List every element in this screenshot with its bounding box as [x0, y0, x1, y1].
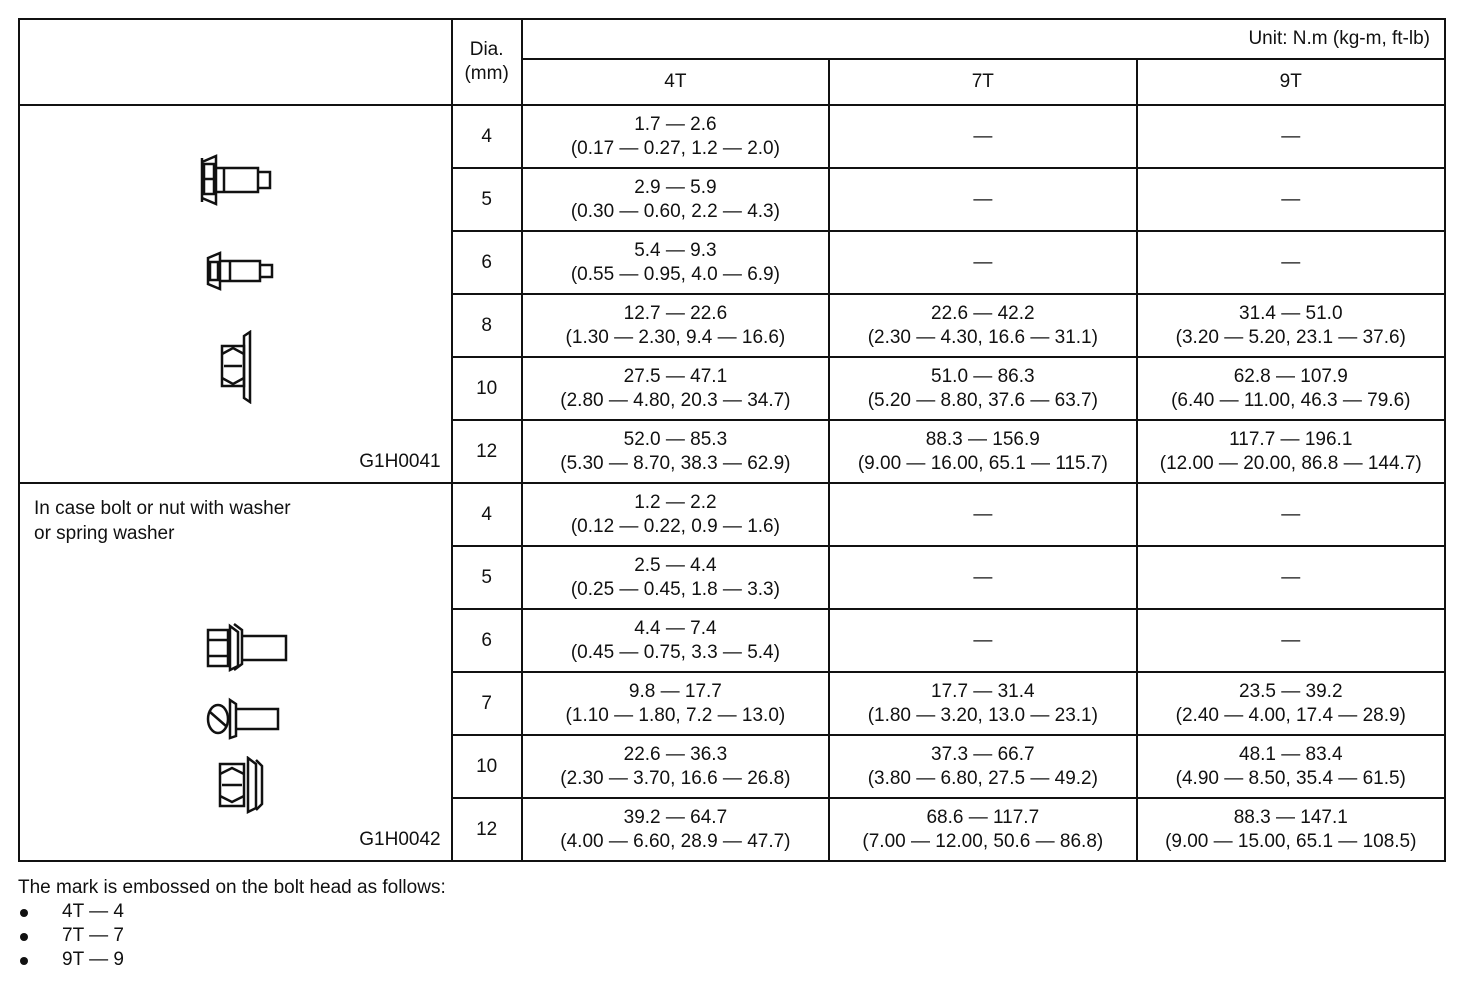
torque-cell-t4 — [522, 798, 829, 861]
dia-cell: 6 — [452, 231, 522, 294]
dia-cell: 12 — [452, 798, 522, 861]
torque-range-kgm-ftlb: (5.30 — 8.70, 38.3 — 62.9) — [560, 452, 791, 474]
torque-range-kgm-ftlb: (1.10 — 1.80, 7.2 — 13.0) — [565, 704, 786, 726]
torque-range-nm: 23.5 — 39.2 — [1239, 680, 1343, 702]
torque-cell-t7 — [829, 483, 1136, 546]
torque-range-nm: 5.4 — 9.3 — [634, 239, 717, 261]
torque-range-kgm-ftlb: (0.25 — 0.45, 1.8 — 3.3) — [570, 578, 780, 600]
torque-cell-t9 — [1137, 672, 1445, 735]
torque-range-nm: 62.8 — 107.9 — [1233, 365, 1348, 387]
figure-code: G1H0042 — [359, 829, 441, 850]
washer-bolt-icon — [204, 622, 290, 674]
torque-range-kgm-ftlb: (9.00 — 15.00, 65.1 — 108.5) — [1165, 830, 1417, 852]
dia-cell: 12 — [452, 420, 522, 483]
note-text: 9T — 9 — [62, 949, 124, 970]
table-row — [19, 483, 1445, 546]
torque-cell-t9 — [1137, 105, 1445, 168]
torque-cell-t4 — [522, 609, 829, 672]
torque-range-kgm-ftlb: (0.45 — 0.75, 3.3 — 5.4) — [570, 641, 780, 663]
bullet-icon — [20, 957, 28, 965]
torque-cell-t4 — [522, 105, 829, 168]
torque-cell-t4 — [522, 231, 829, 294]
torque-range-nm: 22.6 — 42.2 — [931, 302, 1035, 324]
torque-cell-t9 — [1137, 546, 1445, 609]
torque-range-kgm-ftlb: (9.00 — 16.00, 65.1 — 115.7) — [857, 452, 1108, 474]
notes-list — [18, 900, 446, 972]
torque-range-kgm-ftlb: (0.30 — 0.60, 2.2 — 4.3) — [570, 200, 780, 222]
flange-bolt-icon — [196, 152, 280, 208]
torque-range-kgm-ftlb: (7.00 — 12.00, 50.6 — 86.8) — [862, 830, 1104, 852]
torque-range-nm: 31.4 — 51.0 — [1239, 302, 1343, 324]
torque-cell-t9 — [1137, 483, 1445, 546]
torque-range-nm: 9.8 — 17.7 — [628, 680, 722, 702]
torque-range-nm: — — [1281, 629, 1301, 651]
torque-range-nm: 27.5 — 47.1 — [623, 365, 728, 387]
torque-range-nm: — — [1281, 251, 1301, 273]
torque-range-kgm-ftlb: (12.00 — 20.00, 86.8 — 144.7) — [1159, 452, 1422, 474]
torque-range-nm: 52.0 — 85.3 — [623, 428, 728, 450]
torque-cell-t7 — [829, 294, 1136, 357]
torque-cell-t7 — [829, 672, 1136, 735]
torque-range-nm: — — [973, 629, 993, 651]
torque-range-kgm-ftlb: (2.30 — 4.30, 16.6 — 31.1) — [867, 326, 1098, 348]
dia-header — [452, 19, 522, 105]
torque-cell-t7 — [829, 735, 1136, 798]
dia-cell: 8 — [452, 294, 522, 357]
torque-cell-t4 — [522, 672, 829, 735]
torque-cell-t9 — [1137, 735, 1445, 798]
bullet-icon — [20, 933, 28, 941]
torque-cell-t9 — [1137, 357, 1445, 420]
flange-nut-icon — [218, 330, 256, 404]
torque-range-kgm-ftlb: (4.90 — 8.50, 35.4 — 61.5) — [1175, 767, 1406, 789]
torque-range-nm: — — [1281, 566, 1301, 588]
torque-range-kgm-ftlb: (2.40 — 4.00, 17.4 — 28.9) — [1175, 704, 1406, 726]
torque-range-nm: — — [1281, 503, 1301, 525]
torque-range-kgm-ftlb: (4.00 — 6.60, 28.9 — 47.7) — [560, 830, 791, 852]
figure-code: G1H0041 — [359, 451, 441, 472]
torque-range-kgm-ftlb: (1.30 — 2.30, 9.4 — 16.6) — [565, 326, 786, 348]
torque-cell-t7 — [829, 420, 1136, 483]
torque-cell-t7 — [829, 609, 1136, 672]
torque-range-nm: 12.7 — 22.6 — [623, 302, 728, 324]
torque-range-nm: 1.2 — 2.2 — [634, 491, 717, 513]
torque-cell-t9 — [1137, 798, 1445, 861]
torque-range-nm: 68.6 — 117.7 — [926, 806, 1040, 828]
torque-range-nm: — — [973, 251, 993, 273]
torque-range-nm: — — [973, 566, 993, 588]
torque-range-nm: — — [973, 125, 993, 147]
torque-cell-t4 — [522, 546, 829, 609]
dia-label: Dia. — [469, 39, 504, 60]
torque-range-nm: 117.7 — 196.1 — [1229, 428, 1353, 450]
notes — [18, 876, 446, 972]
note-text: 7T — 7 — [62, 925, 124, 946]
torque-cell-t9 — [1137, 294, 1445, 357]
torque-range-nm: — — [1281, 125, 1301, 147]
dia-cell: 10 — [452, 357, 522, 420]
dia-cell: 5 — [452, 546, 522, 609]
torque-range-nm: 4.4 — 7.4 — [634, 617, 717, 639]
dia-cell: 4 — [452, 105, 522, 168]
torque-cell-t4 — [522, 168, 829, 231]
torque-range-kgm-ftlb: (3.80 — 6.80, 27.5 — 49.2) — [867, 767, 1098, 789]
list-item — [18, 900, 446, 924]
dia-cell: 6 — [452, 609, 522, 672]
torque-range-kgm-ftlb: (5.20 — 8.80, 37.6 — 63.7) — [867, 389, 1098, 411]
list-item — [18, 924, 446, 948]
torque-cell-t9 — [1137, 420, 1445, 483]
torque-range-nm: 2.9 — 5.9 — [634, 176, 717, 198]
torque-range-kgm-ftlb: (0.12 — 0.22, 0.9 — 1.6) — [570, 515, 780, 537]
torque-range-nm: 88.3 — 156.9 — [925, 428, 1040, 450]
torque-cell-t7 — [829, 168, 1136, 231]
torque-range-nm: — — [973, 188, 993, 210]
dia-cell: 7 — [452, 672, 522, 735]
torque-range-nm: 22.6 — 36.3 — [623, 743, 728, 765]
torque-cell-t4 — [522, 357, 829, 420]
torque-cell-t4 — [522, 420, 829, 483]
torque-range-nm: 88.3 — 147.1 — [1233, 806, 1348, 828]
torque-range-nm: 48.1 — 83.4 — [1239, 743, 1343, 765]
torque-range-nm: 37.3 — 66.7 — [931, 743, 1035, 765]
flange-bolt-small-icon — [204, 250, 280, 292]
torque-range-kgm-ftlb: (6.40 — 11.00, 46.3 — 79.6) — [1171, 389, 1411, 411]
torque-range-nm: — — [1281, 188, 1301, 210]
unit-label: Unit: N.m (kg-m, ft-lb) — [522, 19, 1445, 59]
torque-range-kgm-ftlb: (0.55 — 0.95, 4.0 — 6.9) — [570, 263, 780, 285]
torque-range-nm: — — [973, 503, 993, 525]
torque-cell-t7 — [829, 231, 1136, 294]
torque-range-nm: 1.7 — 2.6 — [634, 113, 717, 135]
torque-cell-t7 — [829, 546, 1136, 609]
torque-range-kgm-ftlb: (0.17 — 0.27, 1.2 — 2.0) — [570, 137, 780, 159]
torque-cell-t4 — [522, 735, 829, 798]
notes-intro: The mark is embossed on the bolt head as follows: — [18, 877, 446, 898]
torque-cell-t4 — [522, 483, 829, 546]
dia-unit: (mm) — [464, 63, 509, 84]
grade-header-7t: 7T — [829, 59, 1136, 105]
dia-cell: 4 — [452, 483, 522, 546]
bullet-icon — [20, 909, 28, 917]
torque-range-nm: 51.0 — 86.3 — [931, 365, 1035, 387]
torque-cell-t7 — [829, 105, 1136, 168]
torque-cell-t7 — [829, 357, 1136, 420]
washer-nut-icon — [216, 756, 268, 814]
torque-range-kgm-ftlb: (1.80 — 3.20, 13.0 — 23.1) — [867, 704, 1098, 726]
grade-header-4t: 4T — [522, 59, 829, 105]
torque-range-nm: 17.7 — 31.4 — [931, 680, 1035, 702]
header-blank-cell — [19, 19, 452, 105]
torque-range-kgm-ftlb: (3.20 — 5.20, 23.1 — 37.6) — [1175, 326, 1406, 348]
torque-range-kgm-ftlb: (2.30 — 3.70, 16.6 — 26.8) — [560, 767, 791, 789]
torque-cell-t9 — [1137, 609, 1445, 672]
torque-range-nm: 39.2 — 64.7 — [623, 806, 728, 828]
grade-header-9t: 9T — [1137, 59, 1445, 105]
torque-cell-t4 — [522, 294, 829, 357]
figure-caption: In case bolt or nut with washer or spring washer — [34, 498, 291, 544]
dia-cell: 10 — [452, 735, 522, 798]
torque-cell-t7 — [829, 798, 1136, 861]
torque-cell-t9 — [1137, 168, 1445, 231]
spring-washer-bolt-icon — [204, 696, 284, 742]
note-text: 4T — 4 — [62, 901, 124, 922]
torque-range-kgm-ftlb: (2.80 — 4.80, 20.3 — 34.7) — [560, 389, 791, 411]
torque-cell-t9 — [1137, 231, 1445, 294]
dia-cell: 5 — [452, 168, 522, 231]
list-item — [18, 948, 446, 972]
torque-range-nm: 2.5 — 4.4 — [634, 554, 717, 576]
